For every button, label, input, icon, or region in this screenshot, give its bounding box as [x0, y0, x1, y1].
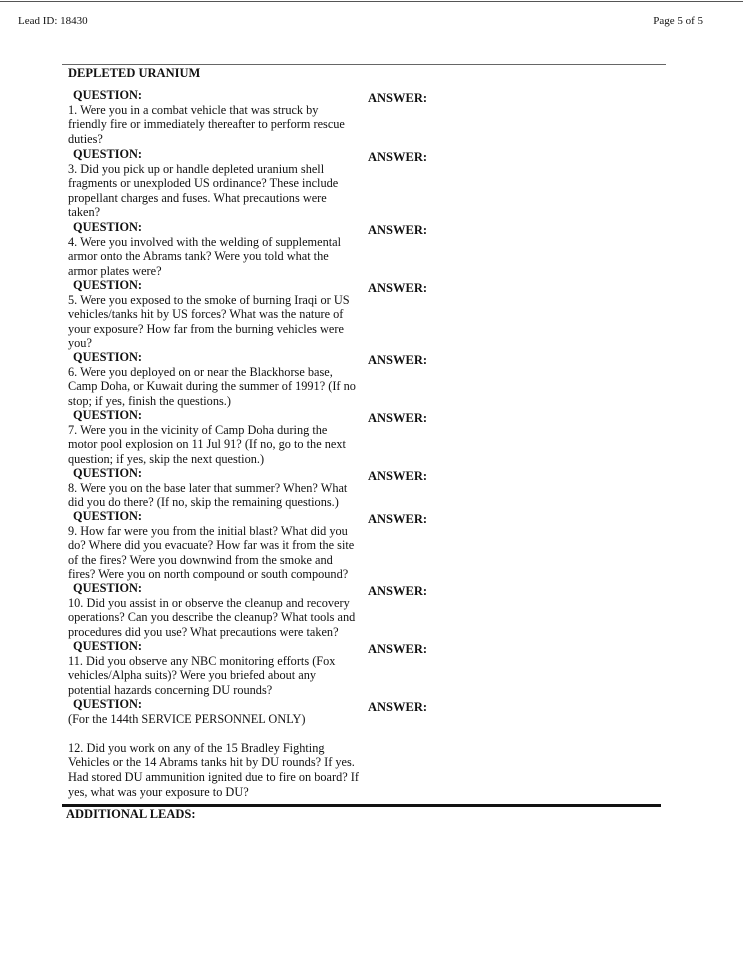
question-block — [68, 697, 368, 799]
question-text-line: 5. Were you exposed to the smoke of burning Iraqi or US — [68, 292, 350, 307]
question-text-line: taken? — [68, 205, 101, 220]
answer-label: ANSWER: — [368, 512, 428, 526]
question-block — [68, 581, 368, 639]
question-text-line — [68, 726, 368, 741]
question-text-line: duties? — [68, 131, 103, 146]
question-block — [68, 509, 368, 582]
question-text-line: procedures did you use? What precautions were taken? — [68, 624, 339, 639]
question-label: QUESTION: — [73, 697, 143, 711]
answer-label: ANSWER: — [368, 150, 428, 164]
question-text-line: 7. Were you in the vicinity of Camp Doha during the — [68, 422, 328, 437]
section-title: DEPLETED URANIUM — [68, 66, 201, 80]
question-label: QUESTION: — [73, 509, 143, 523]
question-block — [68, 408, 368, 466]
answer-label: ANSWER: — [368, 584, 428, 598]
question-label: QUESTION: — [73, 350, 143, 364]
scan-edge-line — [0, 1, 743, 2]
question-text-line: propellant charges and fuses. What precautions were — [68, 190, 327, 205]
question-text-line: yes, what was your exposure to DU? — [68, 784, 249, 799]
question-label: QUESTION: — [73, 581, 143, 595]
answer-label: ANSWER: — [368, 700, 428, 714]
question-text-line: fires? Were you on north compound or south compound? — [68, 567, 349, 582]
question-text-line: (For the 144th SERVICE PERSONNEL ONLY) — [68, 711, 306, 726]
question-text-line: Camp Doha, or Kuwait during the summer of 1991? (If no — [68, 379, 356, 394]
question-block — [68, 88, 368, 146]
question-text-line: of the fires? Were you downwind from the smoke and — [68, 552, 333, 567]
question-text-line: motor pool explosion on 11 Jul 91? (If no, go to the next — [68, 437, 346, 452]
question-text-line: your exposure? How far from the burning vehicles were — [68, 321, 344, 336]
question-text-line: 3. Did you pick up or handle depleted uranium shell — [68, 161, 325, 176]
question-text-line: 6. Were you deployed on or near the Blackhorse base, — [68, 364, 333, 379]
question-text-line: 4. Were you involved with the welding of supplemental — [68, 234, 342, 249]
answer-label: ANSWER: — [368, 642, 428, 656]
question-text-line: stop; if yes, finish the questions.) — [68, 393, 231, 408]
question-text-line: Had stored DU ammunition ignited due to fire on board? If — [68, 769, 359, 784]
question-block — [68, 350, 368, 408]
question-text-line: armor plates were? — [68, 263, 162, 278]
question-text-line: operations? Can you describe the cleanup? What tools and — [68, 610, 356, 625]
answer-label: ANSWER: — [368, 353, 428, 367]
question-text-line: 12. Did you work on any of the 15 Bradley Fighting — [68, 740, 325, 755]
question-block — [68, 220, 368, 278]
question-text-line: 10. Did you assist in or observe the cleanup and recovery — [68, 595, 350, 610]
question-block — [68, 147, 368, 220]
question-text-line: vehicles/tanks hit by US forces? What was the nature of — [68, 307, 344, 322]
question-text-line: do? Where did you evacuate? How far was it from the site — [68, 538, 355, 553]
question-text-line: did you do there? (If no, skip the remaining questions.) — [68, 495, 339, 510]
answer-label: ANSWER: — [368, 91, 428, 105]
question-label: QUESTION: — [73, 147, 143, 161]
additional-leads-heading: ADDITIONAL LEADS: — [66, 807, 196, 821]
question-text-line: you? — [68, 336, 92, 351]
question-text-line: armor onto the Abrams tank? Were you told what the — [68, 249, 329, 264]
question-text-line: fragments or unexploded US ordinance? These include — [68, 176, 339, 191]
question-block — [68, 639, 368, 697]
answer-label: ANSWER: — [368, 469, 428, 483]
question-block — [68, 278, 368, 351]
answer-label: ANSWER: — [368, 281, 428, 295]
question-block — [68, 466, 368, 510]
question-text-line: 9. How far were you from the initial blast? What did you — [68, 523, 348, 538]
question-label: QUESTION: — [73, 408, 143, 422]
question-text-line: 1. Were you in a combat vehicle that was struck by — [68, 102, 319, 117]
lead-id: Lead ID: 18430 — [18, 15, 88, 27]
answer-label: ANSWER: — [368, 223, 428, 237]
question-text-line: friendly fire or immediately thereafter to perform rescue — [68, 117, 345, 132]
question-text-line: Vehicles or the 14 Abrams tanks hit by DU rounds? If yes. — [68, 755, 355, 770]
question-label: QUESTION: — [73, 466, 143, 480]
question-label: QUESTION: — [73, 88, 143, 102]
question-label: QUESTION: — [73, 278, 143, 292]
page-number: Page 5 of 5 — [653, 15, 703, 27]
question-text-line: 11. Did you observe any NBC monitoring efforts (Fox — [68, 653, 336, 668]
question-text-line: vehicles/Alpha suits)? Were you briefed about any — [68, 668, 317, 683]
answer-label: ANSWER: — [368, 411, 428, 425]
divider — [62, 64, 666, 65]
question-text-line: 8. Were you on the base later that summer? When? What — [68, 480, 348, 495]
question-text-line: question; if yes, skip the next question.) — [68, 451, 265, 466]
question-label: QUESTION: — [73, 220, 143, 234]
question-label: QUESTION: — [73, 639, 143, 653]
question-text-line: potential hazards concerning DU rounds? — [68, 682, 273, 697]
